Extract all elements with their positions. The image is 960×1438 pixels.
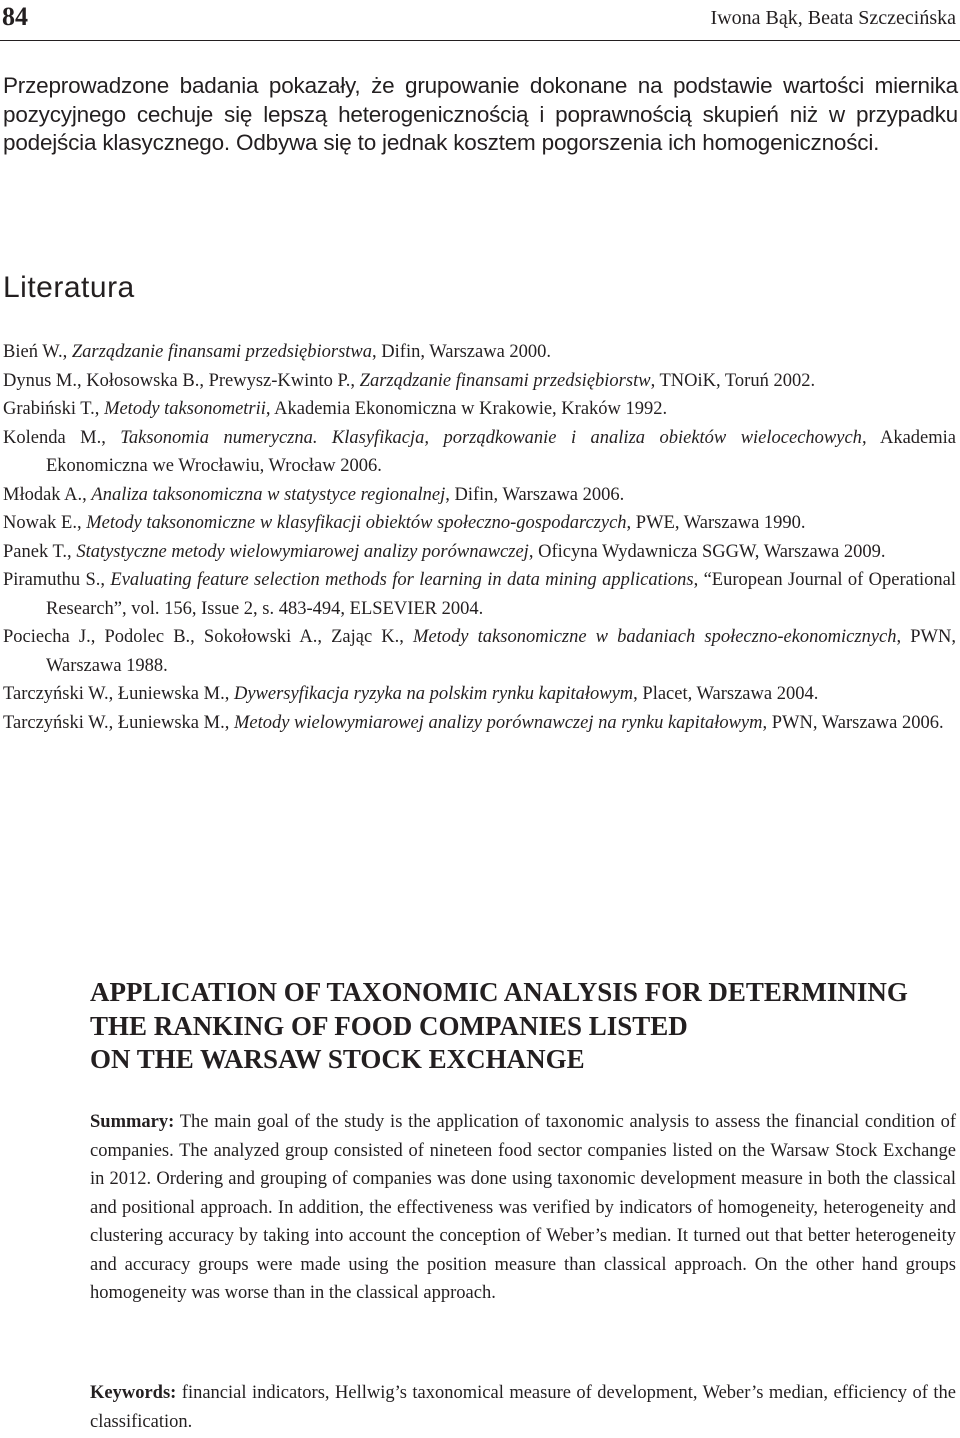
- running-head-authors: Iwona Bąk, Beata Szczecińska: [710, 7, 956, 29]
- page-header: [0, 0, 960, 41]
- reference-item: Panek T., Statystyczne metody wielowymiarowej analizy porównawczej, Oficyna Wydawnicza SGGW, Warszawa 2009.: [3, 541, 886, 562]
- english-title-line: ON THE WARSAW STOCK EXCHANGE: [90, 1044, 585, 1074]
- reference-item: Dynus M., Kołosowska B., Prewysz-Kwinto P., Zarządzanie finansami przedsiębiorstw, TNOiK, Toruń 2002.: [3, 370, 816, 391]
- reference-item: Kolenda M., Taksonomia numeryczna. Klasyfikacja, porządkowanie i analiza obiektów wielocechowych, Akademia Ekonomiczna we Wrocławiu, Wrocław 2006.: [3, 427, 957, 476]
- reference-item: Piramuthu S., Evaluating feature selection methods for learning in data mining applications, “European Journal of Operational Research”, vol. 156, Issue 2, s. 483-494, ELSEVIER 2004.: [3, 570, 957, 619]
- summary-label: Summary:: [90, 1112, 175, 1132]
- keywords-label: Keywords:: [90, 1383, 177, 1403]
- reference-item: Nowak E., Metody taksonomiczne w klasyfikacji obiektów społeczno-gospodarczych, PWE, Warszawa 1990.: [3, 513, 806, 533]
- english-title-line: THE RANKING OF FOOD COMPANIES LISTED: [90, 1010, 688, 1041]
- reference-item: Grabiński T., Metody taksonometrii, Akademia Ekonomiczna w Krakowie, Kraków 1992.: [3, 399, 668, 419]
- reference-item: Młodak A., Analiza taksonomiczna w statystyce regionalnej, Difin, Warszawa 2006.: [3, 484, 625, 505]
- reference-item: Pociecha J., Podolec B., Sokołowski A., Zając K., Metody taksonomiczne w badaniach społeczno-ekonomicznych, PWN, Warszawa 1988.: [3, 627, 956, 676]
- reference-item: Tarczyński W., Łuniewska M., Metody wielowymiarowej analizy porównawczej na rynku kapitałowym, PWN, Warszawa 2006.: [3, 712, 944, 733]
- english-title: [90, 976, 958, 1077]
- reference-item: Tarczyński W., Łuniewska M., Dywersyfikacja ryzyka na polskim rynku kapitałowym, Placet, Warszawa 2004.: [3, 684, 819, 704]
- keywords-paragraph: [90, 1379, 956, 1436]
- references-list: [3, 338, 956, 737]
- english-title-line: APPLICATION OF TAXONOMIC ANALYSIS FOR DETERMINING: [90, 977, 908, 1007]
- summary-text: The main goal of the study is the application of taxonomic analysis to assess the financial condition of companies. The analyzed group consisted of nineteen food sector companies listed on the Warsaw Stock Exchange in 2012. Ordering and grouping of companies was done using taxonomic development measure in both the classical and positional approach. In addition, the effectiveness was verified by indicators of homogeneity, heterogeneity and clustering accuracy by taking into account the conception of Weber’s median. It turned out that better heterogeneity and accuracy groups were made using the position measure than classical approach. On the other hand groups homogeneity was worse than in the classical approach.: [90, 1112, 956, 1303]
- keywords-text: financial indicators, Hellwig’s taxonomical measure of development, Weber’s median, efficiency of the classification.: [90, 1383, 956, 1432]
- reference-item: Bień W., Zarządzanie finansami przedsiębiorstwa, Difin, Warszawa 2000.: [3, 342, 552, 362]
- literature-heading: Literatura: [3, 271, 135, 304]
- summary-paragraph: [90, 1108, 956, 1308]
- page-number: 84: [2, 2, 28, 31]
- intro-paragraph: Przeprowadzone badania pokazały, że grupowanie dokonane na podstawie wartości miernika pozycyjnego cechuje się lepszą heterogenicznością i poprawnością skupień niż w przypadku podejścia klasycznego. Odbywa się to jednak kosztem pogorszenia ich homogeniczności.: [3, 73, 958, 155]
